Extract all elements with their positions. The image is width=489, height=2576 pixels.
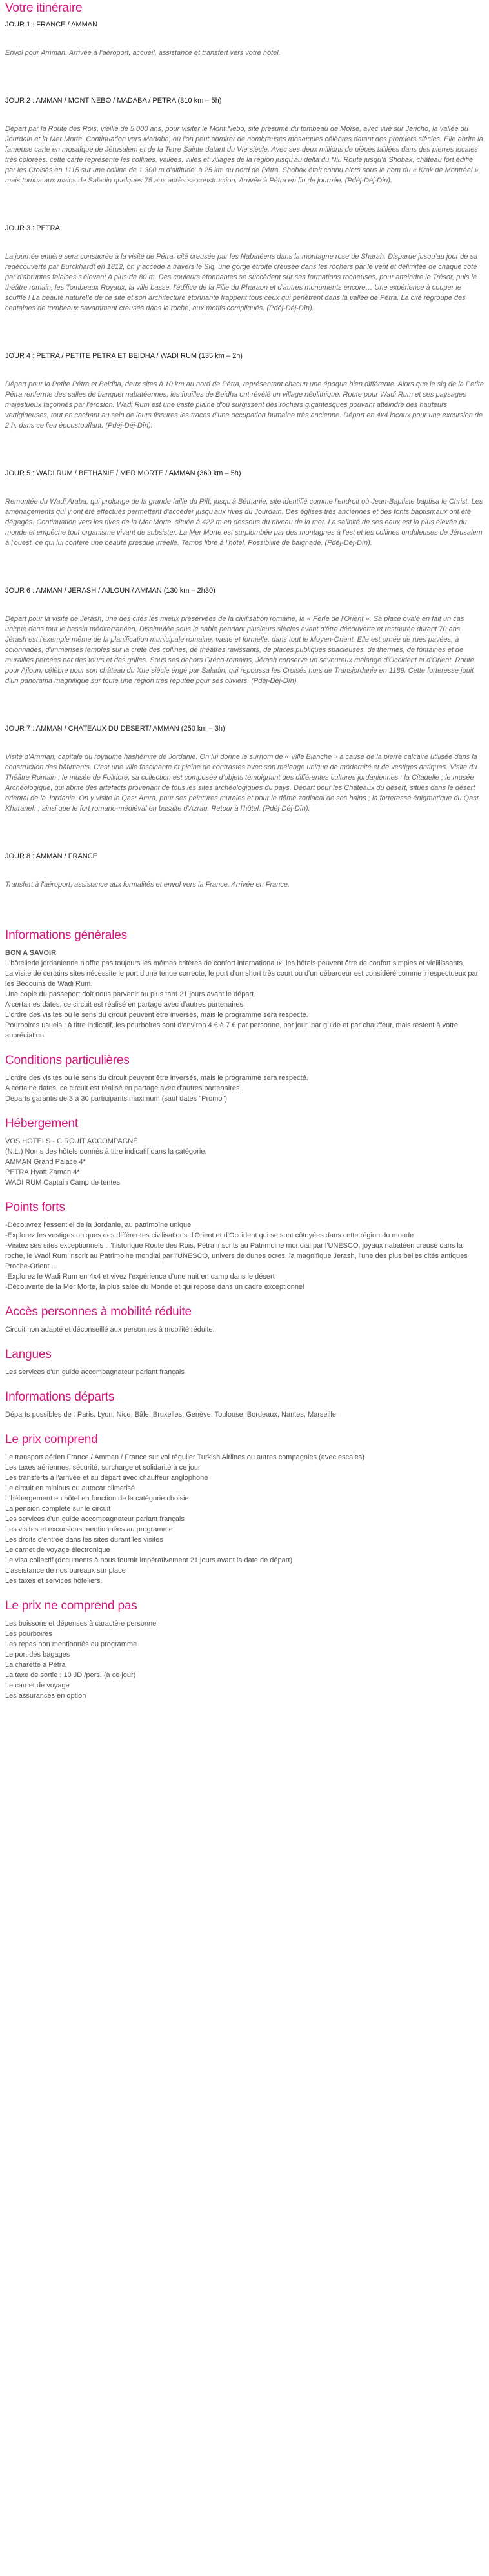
included-list [5,1452,484,1586]
excluded-line: Les repas non mentionnés au programme [5,1640,137,1648]
highlights-line: -Explorez le Wadi Rum en 4x4 et vivez l'expérience d'une nuit en camp dans le désert [5,1273,275,1281]
highlights-line: -Visitez ses sites exceptionnels : l'historique Route des Rois, Pétra inscrits au Patrimoine mondial par l'UNESCO, joyaux nabatéen creusé dans la roche, le Wadi Rum inscrit au Patrimoine mondial par l'UNESCO, univers de dunes ocres, la magnifique Jerash, l'une des plus belles cités antiques Proche-Orient ... [5,1242,468,1270]
general-list [5,958,484,1041]
day-text: Envol pour Amman. Arrivée à l'aéroport, accueil, assistance et transfert vers votre hôtel. [5,49,281,57]
included-line: La pension complète sur le circuit [5,1505,111,1513]
hotels-list [5,1136,484,1188]
included-line: Les taxes aériennes, sécurité, surcharge et solidarité à ce jour [5,1464,201,1471]
day-text: Visite d'Amman, capitale du royaume hashémite de Jordanie. On lui donne le surnom de « Ville Blanche » à cause de la pierre calcaire utilisée dans la construction des bâtiments. C'est une ville fascinante et pleine de contrastes avec son mélange unique de modernité et de vestiges antiques. Visite du Théâtre Romain ; le musée de Folklore, sa collection est composée d'objets témoignant des différentes cultures jordaniennes ; la Citadelle ; le musée Archéologique, qui abrite des artefacts provenant de tous les sites archéologiques du pays. Départ pour les Châteaux du désert, situés dans le désert oriental de la Jordanie. On y visite le Qasr Amra, pour ses peintures murales et pour le dôme zodiacal de ses bains ; la forteresse énigmatique du Qasr Kharaneh ; ainsi que le fort romano-médiéval en basalte d'Azraq. Retour à l'hôtel. (Pdéj-Déj-Dîn). [5,753,479,812]
flights-title: Informations départs [5,1390,115,1404]
document [0,1,489,1701]
included-line: L'hébergement en hôtel en fonction de la catégorie choisie [5,1495,189,1502]
languages-line: Les services d'un guide accompagnateur parlant français [5,1368,185,1376]
mobility-section [5,1305,484,1335]
hotels-line: AMMAN Grand Palace 4* [5,1158,86,1166]
general-title: Informations générales [5,929,127,942]
hotels-line: VOS HOTELS - CIRCUIT ACCOMPAGNÉ [5,1137,138,1145]
excluded-line: Le carnet de voyage [5,1682,70,1689]
particular-section [5,1054,484,1104]
included-title: Le prix comprend [5,1433,98,1446]
itinerary-title: Votre itinéraire [5,1,83,15]
day-title: JOUR 8 : AMMAN / FRANCE [5,852,98,860]
included-section [5,1433,484,1586]
hotels-section [5,1117,484,1188]
mobility-list [5,1324,484,1335]
hotels-line: WADI RUM Captain Camp de tentes [5,1179,121,1186]
particular-line: L'ordre des visites ou le sens du circuit peuvent être inversés, mais le programme sera respecté. [5,1074,308,1082]
hotels-line: (N.L.) Noms des hôtels donnés à titre indicatif dans la catégorie. [5,1148,207,1155]
included-line: Le carnet de voyage électronique [5,1546,110,1554]
included-line: Les transferts à l'arrivée et au départ avec chauffeur anglophone [5,1474,208,1482]
day-title: JOUR 6 : AMMAN / JERASH / AJLOUN / AMMAN (130 km – 2h30) [5,587,215,595]
highlights-section [5,1201,484,1292]
included-line: L'assistance de nos bureaux sur place [5,1567,126,1575]
day-title: JOUR 4 : PETRA / PETITE PETRA ET BEIDHA / WADI RUM (135 km – 2h) [5,352,243,360]
included-line: Les droits d'entrée dans les sites durant les visites [5,1536,163,1544]
languages-title: Langues [5,1348,52,1361]
included-line: Le circuit en minibus ou autocar climatisé [5,1484,135,1492]
day-title: JOUR 2 : AMMAN / MONT NEBO / MADABA / PETRA (310 km – 5h) [5,97,222,104]
day-title: JOUR 3 : PETRA [5,224,60,232]
excluded-line: Les pourboires [5,1630,52,1638]
included-line: Les taxes et services hôteliers. [5,1577,103,1585]
highlights-list [5,1220,484,1292]
day-text: Remontée du Wadi Araba, qui prolonge de la grande faille du Rift, jusqu'à Béthanie, site identifié comme l'endroit où Jean-Baptiste baptisa le Christ. Les aménagements qui y ont été effectués permettent d'accéder jusqu'aux rives du Jourdain. Des églises très anciennes et des fonts baptismaux ont été dégagés. Continuation vers les rives de la Mer Morte, située à 422 m en dessous du niveau de la mer. La salinité de ses eaux est la plus élevée du monde et empêche tout organisme vivant de subsister. La Mer Morte est surplombée par des montagnes à l'est et les collines onduleuses de Jérusalem à l'ouest, ce qui lui confère une beauté presque irréelle. Temps libre à l'hôtel. Possibilité de baignade. (Pdéj-Déj-Dîn). [5,498,483,547]
excluded-line: La charette à Pétra [5,1661,66,1669]
highlights-line: -Découvrez l'essentiel de la Jordanie, au patrimoine unique [5,1221,192,1229]
flights-list [5,1410,484,1420]
included-line: Le transport aérien France / Amman / France sur vol régulier Turkish Airlines ou autres compagnies (avec escales) [5,1453,364,1461]
particular-line: Départs garantis de 3 à 30 participants maximum (sauf dates "Promo") [5,1095,228,1103]
day-text: Départ par la Route des Rois, vieille de 5 000 ans, pour visiter le Mont Nebo, site présumé du tombeau de Moïse, avec vue sur Jéricho, la vallée du Jourdain et la Mer Morte. Continuation vers Madaba, où l'on peut admirer de nombreuses mosaïques célèbres datant des premiers siècles. Elle abrite la fameuse carte en mosaïque de Jérusalem et de la Terre Sainte datant du VIe siècle. Avec ses deux millions de pièces taillées dans des pierres locales très colorées, cette carte représente les collines, vallées, villes et villages de la région jusqu'au delta du Nil. Route jusqu'à Shobak, château fort édifié par les Croisés en 1115 sur une colline de 1 300 m d'altitude, à 25 km au nord de Pétra. Shobak était connu alors sous le nom du « Krak de Montréal », mais tomba aux mains de Saladin quelques 75 ans après sa construction. Arrivée à Pétra en fin de journée. (Pdéj-Déj-Dîn). [5,125,483,184]
excluded-title: Le prix ne comprend pas [5,1599,137,1613]
day-text: Départ pour la Petite Pétra et Beidha, deux sites à 10 km au nord de Pétra, représentant chacun une époque bien différente. Alors que le siq de la Petite Pétra renferme des salles de banquet nabatéennes, les fouilles de Beidha ont révélé un village néolithique. Route pour Wadi Rum et ses paysages majestueux façonnés par l'érosion. Wadi Rum est une vaste plaine d'où surgissent des rochers gigantesques pouvant atteindre des hauteurs vertigineuses, tout en cachant au sein de leurs fissures les traces d'une occupation humaine très ancienne. Départ en 4x4 locaux pour une excursion de 2 h, dans ce lieu époustouflant. (Pdéj-Déj-Dîn). [5,380,484,429]
day-text: La journée entière sera consacrée à la visite de Pétra, cité creusée par les Nabatéens dans la montagne rose de Sharah. Disparue jusqu'au jour de sa redécouverte par Burckhardt en 1812, on y accède à travers le Siq, une gorge étroite creusée dans les rochers par le vent et délimitée de chaque côté par d'abruptes falaises s'élevant à plus de 80 m. Des couleurs étonnantes se succèdent sur ses formations rocheuses, pour atteindre le Trésor, puis le théâtre romain, les Tombeaux Royaux, la ville basse, l'édifice de la Fille du Pharaon et d'autres monuments encore… Une expérience à couper le souffle ! La beauté naturelle de ce site et son architecture étonnante frappent tous ceux qui pénètrent dans la vallée de Pétra. La cité regroupe des centaines de tombeaux savamment creusés dans la roche, aux motifs compliqués. (Pdéj-Déj-Dîn). [5,253,478,312]
day-title: JOUR 7 : AMMAN / CHATEAUX DU DESERT/ AMMAN (250 km – 3h) [5,725,225,732]
included-line: Le visa collectif (documents à nous fournir impérativement 21 jours avant la date de départ) [5,1557,293,1564]
included-line: Les visites et excursions mentionnées au programme [5,1526,173,1533]
general-line: Pourboires usuels : à titre indicatif, les pourboires sont d'environ 4 € à 7 € par personne, par jour, par guide et par chauffeur, mais restent à votre appréciation. [5,1021,459,1039]
particular-line: A certaine dates, ce circuit est réalisé en partage avec d'autres partenaires. [5,1085,242,1092]
hotels-line: PETRA Hyatt Zaman 4* [5,1168,80,1176]
particular-title: Conditions particulières [5,1054,130,1067]
day-text: Départ pour la visite de Jérash, une des cités les mieux préservées de la civilisation romaine, la « Perle de l'Orient ». Sa place ovale en fait un cas unique dans tout le bassin méditerranéen. Dissimulée sous le sable pendant plusieurs siècles avant d'être découverte et restaurée durant 70 ans, Jérash est l'exemple même de la planification municipale romaine, vaste et formelle, dans tout le Moyen-Orient. Elle est ornée de rues pavées, à colonnades, d'immenses temples sur la crête des collines, de théâtres ravissants, de places publiques spacieuses, de thermes, de fontaines et de murailles percées par des tours et des grilles. Sous ses dehors Gréco-romains, Jérash conserve un savoureux mélange d'Occident et d'Orient. Route pour Ajloun, célèbre pour son château du XIIe siècle érigé par Saladin, qui repoussa les Croisés hors de Transjordanie en 1189. Cette forteresse jouit d'un panorama magnifique sur toute une région très réputée pour ses oliviers. (Pdéj-Déj-Dîn). [5,615,474,685]
excluded-line: La taxe de sortie : 10 JD /pers. (à ce jour) [5,1671,136,1679]
general-section [5,929,484,1041]
excluded-line: Le port des bagages [5,1651,70,1658]
itinerary-days [5,21,484,890]
languages-list [5,1367,484,1377]
day-title: JOUR 5 : WADI RUM / BETHANIE / MER MORTE / AMMAN (360 km – 5h) [5,469,241,477]
flights-line: Départs possibles de : Paris, Lyon, Nice, Bâle, Bruxelles, Genève, Toulouse, Bordeaux, Nantes, Marseille [5,1411,336,1419]
highlights-line: -Découverte de la Mer Morte, la plus salée du Monde et qui repose dans un cadre exceptionnel [5,1283,304,1291]
day-text: Transfert à l'aéroport, assistance aux formalités et envol vers la France. Arrivée en France. [5,881,290,889]
excluded-section [5,1599,484,1701]
excluded-line: Les boissons et dépenses à caractère personnel [5,1620,158,1627]
general-line: Une copie du passeport doit nous parvenir au plus tard 21 jours avant le départ. [5,990,256,998]
general-line: A certaines dates, ce circuit est réalisé en partage avec d'autres partenaires. [5,1001,246,1008]
flights-section [5,1390,484,1420]
particular-list [5,1073,484,1104]
general-line: La visite de certains sites nécessite le port d'une tenue correcte, le port d'un short très court ou d'un débardeur est considéré comme irrespectueux par les Bédouins de Wadi Rum. [5,970,479,988]
highlights-title: Points forts [5,1201,65,1214]
general-subtitle: BON A SAVOIR [5,949,57,957]
excluded-list [5,1618,484,1701]
languages-section [5,1348,484,1377]
hotels-title: Hébergement [5,1117,78,1130]
general-line: L'ordre des visites ou le sens du circuit peuvent être inversés, mais le programme sera respecté. [5,1011,308,1019]
general-line: L'hôtellerie jordanienne n'offre pas toujours les mêmes critères de confort internationaux, les hôtels peuvent être de confort simples et vieillissants. [5,959,465,967]
highlights-line: -Explorez les vestiges uniques des différentes civilisations d'Orient et d'Occident qui se sont côtoyées dans cette région du monde [5,1232,414,1239]
mobility-title: Accès personnes à mobilité réduite [5,1305,192,1319]
included-line: Les services d'un guide accompagnateur parlant français [5,1515,185,1523]
excluded-line: Les assurances en option [5,1692,86,1700]
day-title: JOUR 1 : FRANCE / AMMAN [5,21,98,28]
mobility-line: Circuit non adapté et déconseillé aux personnes à mobilité réduite. [5,1326,215,1333]
